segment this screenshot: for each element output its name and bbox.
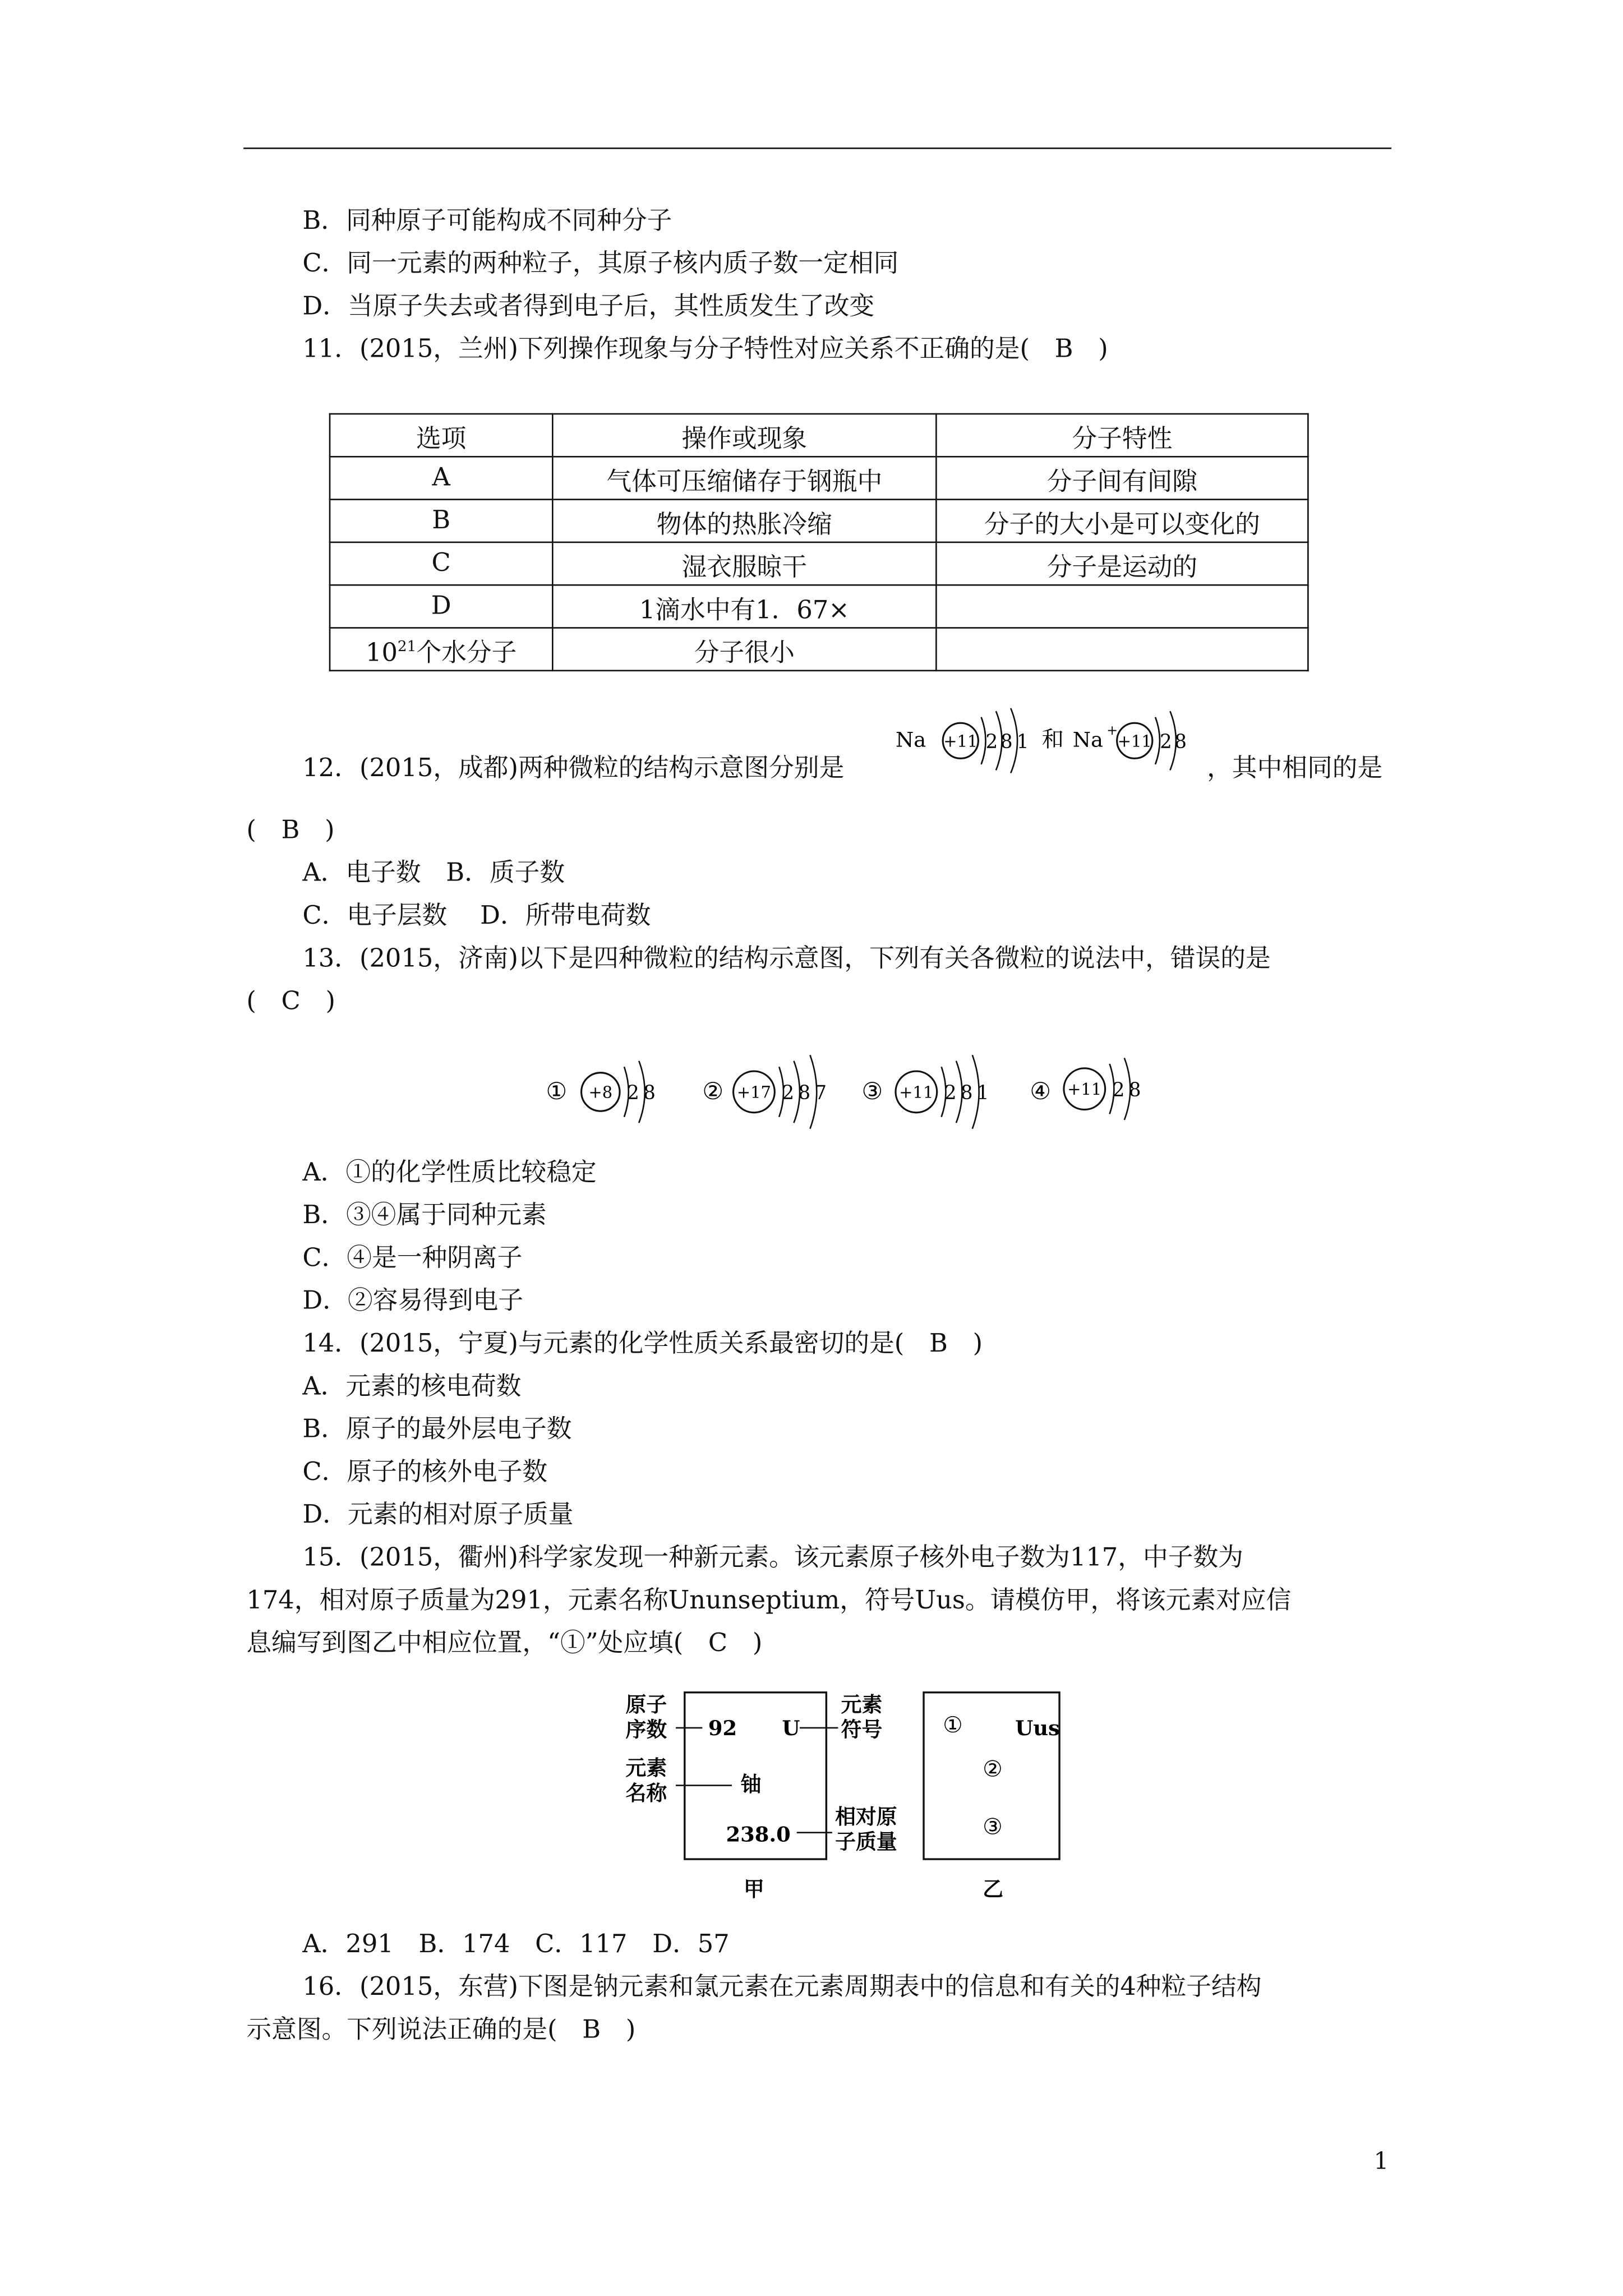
q11-table [329,413,1309,671]
table-cell: A [330,457,552,499]
nucleus-charge: +11 [899,1082,934,1102]
particle-label: ② [702,1077,724,1105]
element-symbol: U [782,1716,800,1741]
caption-yi: 乙 [983,1876,1004,1901]
q13-option-b: B．③④属于同种元素 [302,1201,547,1231]
atomic-number: 92 [708,1716,737,1741]
shell-count: 8 [643,1082,656,1105]
yi-symbol: Uus [1015,1716,1060,1741]
table-cell: 分子间有间隙 [936,457,1308,499]
q10-option-b: B．同种原子可能构成不同种分子 [302,206,672,236]
table-row [330,500,1308,542]
shell-count: 8 [1000,730,1013,753]
table-row [330,457,1308,499]
shell-count: 2 [627,1082,639,1105]
q12-stem-start: 12．(2015，成都)两种微粒的结构示意图分别是 [302,754,845,784]
q16-stem-line1: 16．(2015，东营)下图是钠元素和氯元素在元素周期表中的信息和有关的4种粒子结构 [302,1972,1262,2003]
shell-count: 1 [976,1082,989,1105]
q10-option-c: C．同一元素的两种粒子，其原子核内质子数一定相同 [302,249,899,279]
q12-atom-diagrams [893,697,1195,773]
nucleus-charge: +11 [1067,1080,1102,1099]
table-cell: B [330,500,552,542]
label-mingcheng: 名称 [625,1780,667,1805]
label-yuansu: 元素 [625,1755,667,1781]
conjunction: 和 [1041,726,1064,753]
table-cell [936,585,1308,628]
table-cell: 分子是运动的 [936,542,1308,585]
label-zhiliang: 子质量 [835,1829,897,1854]
q13-particle-diagrams [543,1040,1163,1135]
q12-answer: ( B ) [246,815,335,846]
table-cell: 湿衣服晾干 [552,542,936,585]
na-label: Na [896,727,926,752]
shell-count: 2 [985,730,998,753]
label-yuanzi: 原子 [625,1691,667,1717]
q12-stem-end: ，其中相同的是 [1207,754,1383,784]
q11-stem: 11．(2015，兰州)下列操作现象与分子特性对应关系不正确的是( B ) [302,335,1108,365]
table-cell [936,628,1308,670]
caption-jia: 甲 [744,1876,764,1901]
table-cell: 物体的热胀冷缩 [552,500,936,542]
label-xiangdui: 相对原 [835,1804,897,1829]
q14-option-c: C．原子的核外电子数 [302,1458,548,1488]
label-yuansu2: 元素 [841,1691,883,1717]
q12-option-ab: A．电子数 B．质子数 [302,859,565,888]
table-cell: 1滴水中有1．67× [552,585,936,628]
shell-count: 8 [1174,730,1187,753]
q15-stem-line2: 174，相对原子质量为291，元素名称Ununseptium，符号Uus。请模仿甲，将该元素对应信 [246,1586,1292,1616]
q14-option-a: A．元素的核电荷数 [302,1372,522,1402]
q13-option-c: C．④是一种阴离子 [302,1243,523,1274]
table-cell: 气体可压缩储存于钢瓶中 [552,457,936,499]
ion-charge-sign: + [1106,722,1118,739]
shell-count: 2 [944,1082,957,1105]
q15-stem-line3: 息编写到图乙中相应位置，“①”处应填( C ) [246,1629,763,1659]
q13-option-a: A．①的化学性质比较稳定 [302,1158,597,1188]
shell-count: 2 [1112,1078,1125,1101]
header-rule [243,147,1391,149]
shell-count: 8 [1128,1078,1141,1101]
header-cell: 操作或现象 [552,414,936,457]
nucleus-charge: +11 [1117,731,1152,751]
table-cell: 分子的大小是可以变化的 [936,500,1308,542]
yi-blank-3: ③ [983,1814,1003,1840]
header-cell: 分子特性 [936,414,1308,457]
table-cell: 分子很小 [552,628,936,670]
q12-option-cd: C．电子层数 D．所带电荷数 [302,901,651,932]
q15-stem-line1: 15．(2015，衢州)科学家发现一种新元素。该元素原子核外电子数为117，中子数为 [302,1543,1243,1573]
table-cell: $10^{21}$个水分子 [330,628,552,670]
header-cell: 选项 [330,414,552,457]
nucleus-charge: +17 [736,1082,771,1102]
shell-count: 2 [782,1082,795,1105]
element-name: 铀 [740,1772,762,1797]
shell-count: 2 [1159,730,1172,753]
table-header-row [330,414,1308,457]
table-row [330,628,1308,670]
q16-stem-line2: 示意图。下列说法正确的是( B ) [246,2015,636,2045]
atomic-mass: 238.0 [726,1822,791,1847]
q15-element-figure [617,1685,1075,1907]
yi-blank-1: ① [943,1712,963,1738]
shell-count: 8 [798,1082,811,1105]
shell-count: 1 [1016,730,1029,753]
q13-stem: 13．(2015，济南)以下是四种微粒的结构示意图，下列有关各微粒的说法中，错误的是 [302,944,1271,974]
q15-options: A．291 B．174 C．117 D．57 [302,1930,730,1960]
particle-label: ④ [1030,1077,1052,1105]
shell-count: 8 [960,1082,973,1105]
table-row [330,585,1308,628]
yi-blank-2: ② [983,1756,1003,1782]
q10-option-d: D．当原子失去或者得到电子后，其性质发生了改变 [302,292,875,322]
table-cell: C [330,542,552,585]
label-fuhao: 符号 [841,1717,883,1742]
particle-label: ① [546,1077,568,1105]
na-ion-label: Na [1072,727,1103,752]
q14-option-b: B．原子的最外层电子数 [302,1415,572,1445]
page-number: 1 [1373,2147,1389,2175]
q14-option-d: D．元素的相对原子质量 [302,1500,574,1530]
shell-count: 7 [814,1082,827,1105]
nucleus-charge: +8 [588,1082,613,1102]
label-xushu: 序数 [625,1717,667,1742]
nucleus-charge: +11 [943,731,978,751]
table-cell: D [330,585,552,628]
q13-option-d: D．②容易得到电子 [302,1287,524,1316]
particle-label: ③ [861,1077,883,1105]
q13-answer: ( C ) [246,987,335,1017]
q14-stem: 14．(2015，宁夏)与元素的化学性质关系最密切的是( B ) [302,1329,983,1359]
table-row [330,542,1308,585]
